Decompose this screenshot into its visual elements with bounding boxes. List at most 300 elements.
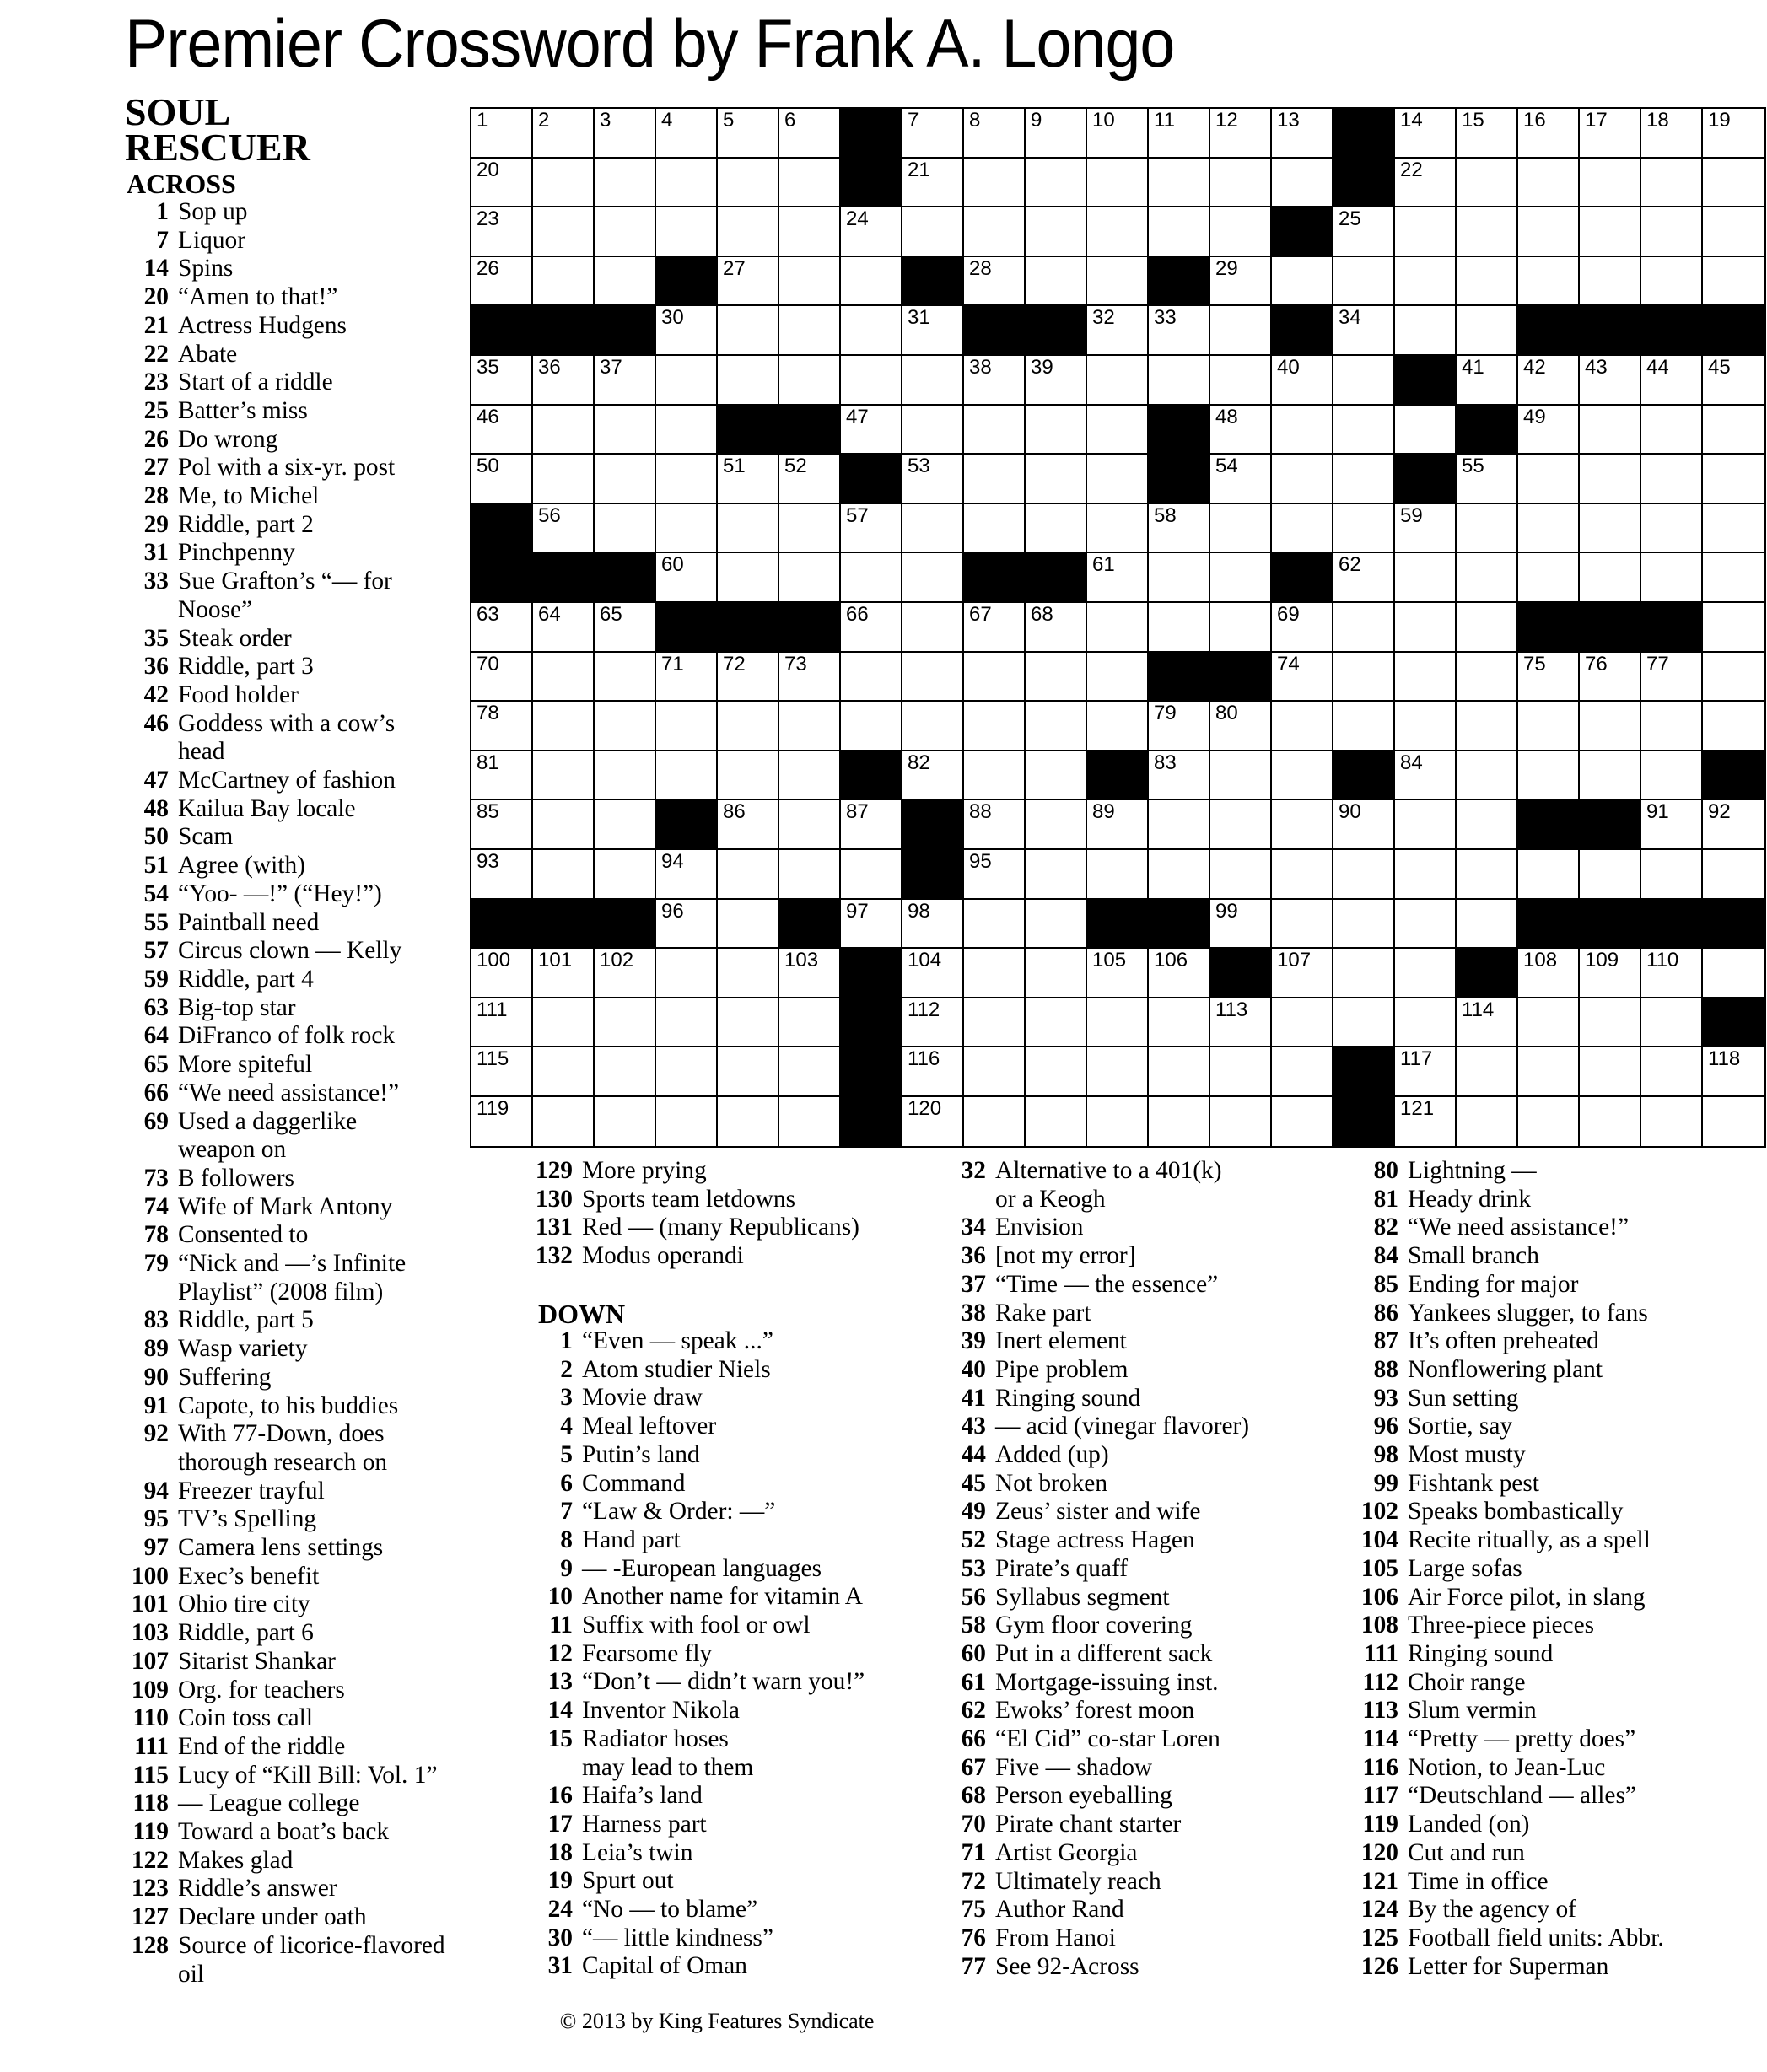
down-clue[interactable]: [942, 1924, 1355, 1953]
grid-cell[interactable]: [779, 751, 841, 801]
grid-cell[interactable]: [1210, 751, 1272, 801]
grid-cell[interactable]: [1272, 159, 1333, 208]
grid-cell[interactable]: [718, 998, 779, 1048]
down-clue[interactable]: [1355, 1356, 1767, 1385]
grid-cell[interactable]: [595, 1097, 656, 1147]
grid-cell[interactable]: [1087, 207, 1149, 257]
down-clue[interactable]: [1355, 1555, 1767, 1584]
down-clue[interactable]: [942, 1498, 1355, 1526]
down-clue[interactable]: [942, 1441, 1355, 1470]
grid-cell[interactable]: [964, 1097, 1026, 1147]
grid-cell[interactable]: [1272, 751, 1333, 801]
grid-cell[interactable]: [841, 306, 902, 356]
grid-cell[interactable]: [964, 207, 1026, 257]
across-clue[interactable]: [125, 227, 521, 256]
grid-cell[interactable]: [1518, 356, 1580, 406]
across-clue[interactable]: [125, 255, 521, 283]
grid-cell[interactable]: [595, 850, 656, 900]
grid-cell[interactable]: [841, 207, 902, 257]
across-clue[interactable]: [125, 283, 521, 312]
grid-cell[interactable]: [656, 306, 718, 356]
down-clue[interactable]: [942, 1640, 1355, 1669]
grid-cell[interactable]: [1210, 455, 1272, 504]
grid-cell[interactable]: [1518, 850, 1580, 900]
grid-cell[interactable]: [1026, 702, 1087, 751]
down-clue[interactable]: [529, 1697, 951, 1725]
across-clue[interactable]: [125, 1590, 521, 1619]
grid-cell[interactable]: [1580, 504, 1641, 554]
across-clue[interactable]: [125, 539, 521, 568]
grid-cell[interactable]: [841, 504, 902, 554]
grid-cell[interactable]: [1210, 207, 1272, 257]
down-clue[interactable]: [1355, 1697, 1767, 1725]
grid-cell[interactable]: [1149, 603, 1210, 653]
down-clue[interactable]: [1355, 1924, 1767, 1953]
grid-cell[interactable]: [1580, 1097, 1641, 1147]
grid-cell[interactable]: [1641, 1047, 1703, 1097]
down-clue[interactable]: [942, 1839, 1355, 1868]
grid-cell[interactable]: [964, 455, 1026, 504]
down-clue[interactable]: [942, 1385, 1355, 1413]
grid-cell[interactable]: [1457, 1047, 1518, 1097]
grid-cell[interactable]: [964, 406, 1026, 455]
grid-cell[interactable]: [1210, 998, 1272, 1048]
grid-cell[interactable]: [1272, 109, 1333, 159]
grid-cell[interactable]: [1641, 998, 1703, 1048]
down-clue[interactable]: [942, 1868, 1355, 1897]
grid-cell[interactable]: [1457, 653, 1518, 702]
down-clue[interactable]: [529, 1952, 951, 1981]
grid-cell[interactable]: [1518, 504, 1580, 554]
grid-cell[interactable]: [902, 653, 964, 702]
grid-cell[interactable]: [964, 109, 1026, 159]
down-clue[interactable]: [1355, 1186, 1767, 1214]
grid-cell[interactable]: [1395, 1047, 1457, 1097]
grid-cell[interactable]: [1272, 356, 1333, 406]
grid-cell[interactable]: [1272, 504, 1333, 554]
down-clue[interactable]: [1355, 1782, 1767, 1811]
grid-cell[interactable]: [1272, 998, 1333, 1048]
grid-cell[interactable]: [1641, 949, 1703, 998]
grid-cell[interactable]: [1518, 949, 1580, 998]
grid-cell[interactable]: [656, 850, 718, 900]
grid-cell[interactable]: [1641, 553, 1703, 603]
grid-cell[interactable]: [1333, 455, 1395, 504]
grid-cell[interactable]: [1703, 603, 1764, 653]
across-clue[interactable]: [125, 1563, 521, 1591]
grid-cell[interactable]: [1087, 702, 1149, 751]
grid-cell[interactable]: [1026, 109, 1087, 159]
across-clue[interactable]: [125, 1648, 521, 1676]
grid-cell[interactable]: [1272, 702, 1333, 751]
grid-cell[interactable]: [471, 800, 533, 850]
grid-cell[interactable]: [533, 603, 595, 653]
down-clue[interactable]: [529, 1327, 951, 1356]
grid-cell[interactable]: [656, 949, 718, 998]
across-clue[interactable]: [125, 1420, 521, 1477]
grid-cell[interactable]: [1333, 257, 1395, 307]
across-clue[interactable]: [125, 1789, 521, 1818]
across-clue[interactable]: [125, 369, 521, 397]
grid-cell[interactable]: [1518, 159, 1580, 208]
grid-cell[interactable]: [1026, 998, 1087, 1048]
grid-cell[interactable]: [902, 109, 964, 159]
grid-cell[interactable]: [595, 406, 656, 455]
down-clue[interactable]: [942, 1953, 1355, 1982]
grid-cell[interactable]: [1580, 257, 1641, 307]
across-clue[interactable]: [125, 1364, 521, 1392]
grid-cell[interactable]: [1703, 406, 1764, 455]
across-clue[interactable]: [125, 966, 521, 994]
grid-cell[interactable]: [1087, 1047, 1149, 1097]
grid-cell[interactable]: [1210, 850, 1272, 900]
grid-cell[interactable]: [595, 207, 656, 257]
down-clue[interactable]: [529, 1924, 951, 1953]
down-clue[interactable]: [1355, 1669, 1767, 1698]
across-clue[interactable]: [125, 198, 521, 227]
grid-cell[interactable]: [1333, 850, 1395, 900]
across-clue[interactable]: [125, 1250, 521, 1306]
grid-cell[interactable]: [964, 998, 1026, 1048]
grid-cell[interactable]: [1272, 1097, 1333, 1147]
grid-cell[interactable]: [533, 998, 595, 1048]
grid-cell[interactable]: [1395, 800, 1457, 850]
grid-cell[interactable]: [1333, 553, 1395, 603]
grid-cell[interactable]: [1641, 850, 1703, 900]
across-clue[interactable]: [125, 1875, 521, 1903]
grid-cell[interactable]: [533, 207, 595, 257]
grid-cell[interactable]: [841, 850, 902, 900]
grid-cell[interactable]: [1149, 751, 1210, 801]
grid-cell[interactable]: [533, 455, 595, 504]
across-clue[interactable]: [125, 568, 521, 624]
grid-cell[interactable]: [1026, 603, 1087, 653]
grid-cell[interactable]: [656, 900, 718, 950]
across-clue[interactable]: [125, 1733, 521, 1762]
grid-cell[interactable]: [1210, 306, 1272, 356]
grid-cell[interactable]: [964, 900, 1026, 950]
grid-cell[interactable]: [718, 1047, 779, 1097]
across-clue[interactable]: [125, 426, 521, 455]
grid-cell[interactable]: [1703, 109, 1764, 159]
down-clue[interactable]: [942, 1811, 1355, 1839]
grid-cell[interactable]: [902, 207, 964, 257]
grid-cell[interactable]: [1457, 207, 1518, 257]
grid-cell[interactable]: [964, 800, 1026, 850]
grid-cell[interactable]: [656, 109, 718, 159]
grid-cell[interactable]: [1087, 406, 1149, 455]
grid-cell[interactable]: [595, 257, 656, 307]
grid-cell[interactable]: [1395, 702, 1457, 751]
grid-cell[interactable]: [471, 356, 533, 406]
grid-cell[interactable]: [1580, 455, 1641, 504]
down-clue[interactable]: [942, 1214, 1355, 1242]
grid-cell[interactable]: [1457, 751, 1518, 801]
grid-cell[interactable]: [718, 109, 779, 159]
grid-cell[interactable]: [1149, 800, 1210, 850]
grid-cell[interactable]: [1457, 702, 1518, 751]
across-clue[interactable]: [125, 312, 521, 341]
across-clue[interactable]: [125, 1165, 521, 1193]
down-clue[interactable]: [529, 1896, 951, 1924]
grid-cell[interactable]: [841, 257, 902, 307]
grid-cell[interactable]: [1210, 504, 1272, 554]
across-clue[interactable]: [125, 1505, 521, 1534]
grid-cell[interactable]: [1026, 800, 1087, 850]
grid-cell[interactable]: [1518, 553, 1580, 603]
grid-cell[interactable]: [1518, 1047, 1580, 1097]
across-clue[interactable]: [125, 1932, 521, 1989]
grid-cell[interactable]: [779, 653, 841, 702]
grid-cell[interactable]: [718, 455, 779, 504]
down-clue[interactable]: [529, 1839, 951, 1868]
grid-cell[interactable]: [1703, 1047, 1764, 1097]
down-clue[interactable]: [1355, 1868, 1767, 1897]
grid-cell[interactable]: [902, 751, 964, 801]
across-clue[interactable]: [125, 767, 521, 795]
down-clue[interactable]: [942, 1612, 1355, 1640]
grid-cell[interactable]: [718, 159, 779, 208]
down-clue[interactable]: [529, 1811, 951, 1839]
grid-cell[interactable]: [1580, 207, 1641, 257]
down-clue[interactable]: [529, 1782, 951, 1811]
down-clue[interactable]: [529, 1413, 951, 1441]
grid-cell[interactable]: [718, 751, 779, 801]
grid-cell[interactable]: [779, 207, 841, 257]
grid-cell[interactable]: [779, 998, 841, 1048]
grid-cell[interactable]: [779, 159, 841, 208]
grid-cell[interactable]: [1703, 504, 1764, 554]
grid-cell[interactable]: [779, 702, 841, 751]
grid-cell[interactable]: [964, 603, 1026, 653]
down-clue[interactable]: [1355, 1725, 1767, 1754]
grid-cell[interactable]: [1149, 702, 1210, 751]
grid-cell[interactable]: [595, 998, 656, 1048]
across-clue[interactable]: [125, 823, 521, 852]
grid-cell[interactable]: [1395, 504, 1457, 554]
grid-cell[interactable]: [595, 751, 656, 801]
grid-cell[interactable]: [779, 553, 841, 603]
down-clue[interactable]: [942, 1725, 1355, 1754]
grid-cell[interactable]: [1395, 751, 1457, 801]
down-clue[interactable]: [1355, 1526, 1767, 1555]
across-clue[interactable]: [125, 681, 521, 710]
grid-cell[interactable]: [902, 159, 964, 208]
grid-cell[interactable]: [595, 356, 656, 406]
grid-cell[interactable]: [471, 603, 533, 653]
grid-cell[interactable]: [1580, 751, 1641, 801]
across-clue[interactable]: [125, 1762, 521, 1790]
grid-cell[interactable]: [1518, 455, 1580, 504]
grid-cell[interactable]: [718, 257, 779, 307]
across-clue[interactable]: [125, 625, 521, 654]
grid-cell[interactable]: [533, 159, 595, 208]
grid-cell[interactable]: [1149, 850, 1210, 900]
grid-cell[interactable]: [1272, 603, 1333, 653]
grid-cell[interactable]: [718, 553, 779, 603]
grid-cell[interactable]: [471, 653, 533, 702]
grid-cell[interactable]: [841, 702, 902, 751]
across-clue[interactable]: [125, 1193, 521, 1222]
grid-cell[interactable]: [1272, 900, 1333, 950]
grid-cell[interactable]: [1272, 257, 1333, 307]
across-clue[interactable]: [125, 1108, 521, 1165]
down-clue[interactable]: [529, 1867, 951, 1896]
grid-cell[interactable]: [1272, 850, 1333, 900]
grid-cell[interactable]: [1395, 257, 1457, 307]
grid-cell[interactable]: [779, 800, 841, 850]
across-clue[interactable]: [125, 1847, 521, 1876]
down-clue[interactable]: [1355, 1413, 1767, 1441]
across-clue[interactable]: [125, 1903, 521, 1932]
grid-cell[interactable]: [595, 949, 656, 998]
grid-cell[interactable]: [1149, 207, 1210, 257]
grid-cell[interactable]: [656, 553, 718, 603]
grid-cell[interactable]: [1457, 553, 1518, 603]
across-clue[interactable]: [125, 1051, 521, 1079]
across-clue[interactable]: [125, 710, 521, 767]
grid-cell[interactable]: [964, 949, 1026, 998]
grid-cell[interactable]: [841, 603, 902, 653]
grid-cell[interactable]: [1026, 1047, 1087, 1097]
grid-cell[interactable]: [1333, 702, 1395, 751]
grid-cell[interactable]: [471, 455, 533, 504]
grid-cell[interactable]: [1641, 751, 1703, 801]
grid-cell[interactable]: [718, 800, 779, 850]
grid-cell[interactable]: [1087, 800, 1149, 850]
down-clue[interactable]: [529, 1668, 951, 1697]
grid-cell[interactable]: [841, 406, 902, 455]
down-clue[interactable]: [1355, 1271, 1767, 1300]
down-clue[interactable]: [529, 1725, 951, 1782]
grid-cell[interactable]: [1457, 455, 1518, 504]
grid-cell[interactable]: [1395, 406, 1457, 455]
grid-cell[interactable]: [902, 603, 964, 653]
down-clue[interactable]: [942, 1526, 1355, 1555]
grid-cell[interactable]: [902, 356, 964, 406]
down-clue[interactable]: [942, 1584, 1355, 1612]
across-clue[interactable]: [125, 1704, 521, 1733]
grid-cell[interactable]: [533, 1047, 595, 1097]
down-clue[interactable]: [1355, 1612, 1767, 1640]
grid-cell[interactable]: [1333, 800, 1395, 850]
grid-cell[interactable]: [1457, 109, 1518, 159]
grid-cell[interactable]: [471, 109, 533, 159]
grid-cell[interactable]: [1333, 504, 1395, 554]
across-clue[interactable]: [529, 1186, 951, 1214]
grid-cell[interactable]: [902, 949, 964, 998]
grid-cell[interactable]: [1518, 653, 1580, 702]
grid-cell[interactable]: [1703, 207, 1764, 257]
grid-cell[interactable]: [841, 356, 902, 406]
across-clue[interactable]: [125, 454, 521, 482]
grid-cell[interactable]: [964, 257, 1026, 307]
grid-cell[interactable]: [1210, 800, 1272, 850]
grid-cell[interactable]: [533, 949, 595, 998]
down-clue[interactable]: [942, 1782, 1355, 1811]
grid-cell[interactable]: [902, 455, 964, 504]
grid-cell[interactable]: [1457, 900, 1518, 950]
down-clue[interactable]: [529, 1583, 951, 1612]
across-clue[interactable]: [125, 1818, 521, 1847]
grid-cell[interactable]: [1703, 702, 1764, 751]
grid-cell[interactable]: [1087, 949, 1149, 998]
grid-cell[interactable]: [1457, 504, 1518, 554]
across-clue[interactable]: [125, 653, 521, 681]
down-clue[interactable]: [1355, 1157, 1767, 1186]
grid-cell[interactable]: [902, 702, 964, 751]
grid-cell[interactable]: [718, 850, 779, 900]
grid-cell[interactable]: [471, 207, 533, 257]
down-clue[interactable]: [1355, 1498, 1767, 1526]
grid-cell[interactable]: [1272, 800, 1333, 850]
grid-cell[interactable]: [471, 1047, 533, 1097]
grid-cell[interactable]: [1518, 257, 1580, 307]
across-clue[interactable]: [125, 1306, 521, 1335]
down-clue[interactable]: [529, 1612, 951, 1640]
down-clue[interactable]: [1355, 1584, 1767, 1612]
grid-cell[interactable]: [595, 702, 656, 751]
grid-cell[interactable]: [1395, 207, 1457, 257]
grid-cell[interactable]: [595, 455, 656, 504]
across-clue[interactable]: [125, 482, 521, 511]
grid-cell[interactable]: [1395, 159, 1457, 208]
grid-cell[interactable]: [1026, 900, 1087, 950]
grid-cell[interactable]: [1210, 702, 1272, 751]
grid-cell[interactable]: [1580, 653, 1641, 702]
grid-cell[interactable]: [1580, 1047, 1641, 1097]
down-clue[interactable]: [529, 1441, 951, 1470]
down-clue[interactable]: [529, 1384, 951, 1413]
grid-cell[interactable]: [1457, 850, 1518, 900]
grid-cell[interactable]: [1026, 356, 1087, 406]
grid-cell[interactable]: [1026, 406, 1087, 455]
down-clue[interactable]: [1355, 1839, 1767, 1868]
grid-cell[interactable]: [533, 504, 595, 554]
down-clue[interactable]: [1355, 1327, 1767, 1356]
grid-cell[interactable]: [779, 257, 841, 307]
grid-cell[interactable]: [1703, 850, 1764, 900]
grid-cell[interactable]: [1272, 406, 1333, 455]
down-clue[interactable]: [1355, 1441, 1767, 1470]
grid-cell[interactable]: [533, 702, 595, 751]
grid-cell[interactable]: [656, 504, 718, 554]
across-clue[interactable]: [529, 1157, 951, 1186]
across-clue[interactable]: [125, 511, 521, 540]
grid-cell[interactable]: [1395, 949, 1457, 998]
grid-cell[interactable]: [1395, 553, 1457, 603]
grid-cell[interactable]: [841, 900, 902, 950]
grid-cell[interactable]: [1333, 603, 1395, 653]
grid-cell[interactable]: [595, 159, 656, 208]
grid-cell[interactable]: [1518, 109, 1580, 159]
grid-cell[interactable]: [533, 406, 595, 455]
grid-cell[interactable]: [964, 751, 1026, 801]
grid-cell[interactable]: [1149, 1047, 1210, 1097]
grid-cell[interactable]: [1087, 553, 1149, 603]
grid-cell[interactable]: [1333, 900, 1395, 950]
grid-cell[interactable]: [1210, 553, 1272, 603]
down-clue[interactable]: [942, 1697, 1355, 1725]
across-clue[interactable]: [125, 1676, 521, 1705]
grid-cell[interactable]: [902, 406, 964, 455]
grid-cell[interactable]: [1149, 159, 1210, 208]
grid-cell[interactable]: [1457, 306, 1518, 356]
across-clue[interactable]: [125, 1619, 521, 1648]
grid-cell[interactable]: [1026, 159, 1087, 208]
grid-cell[interactable]: [902, 504, 964, 554]
down-clue[interactable]: [1355, 1214, 1767, 1242]
